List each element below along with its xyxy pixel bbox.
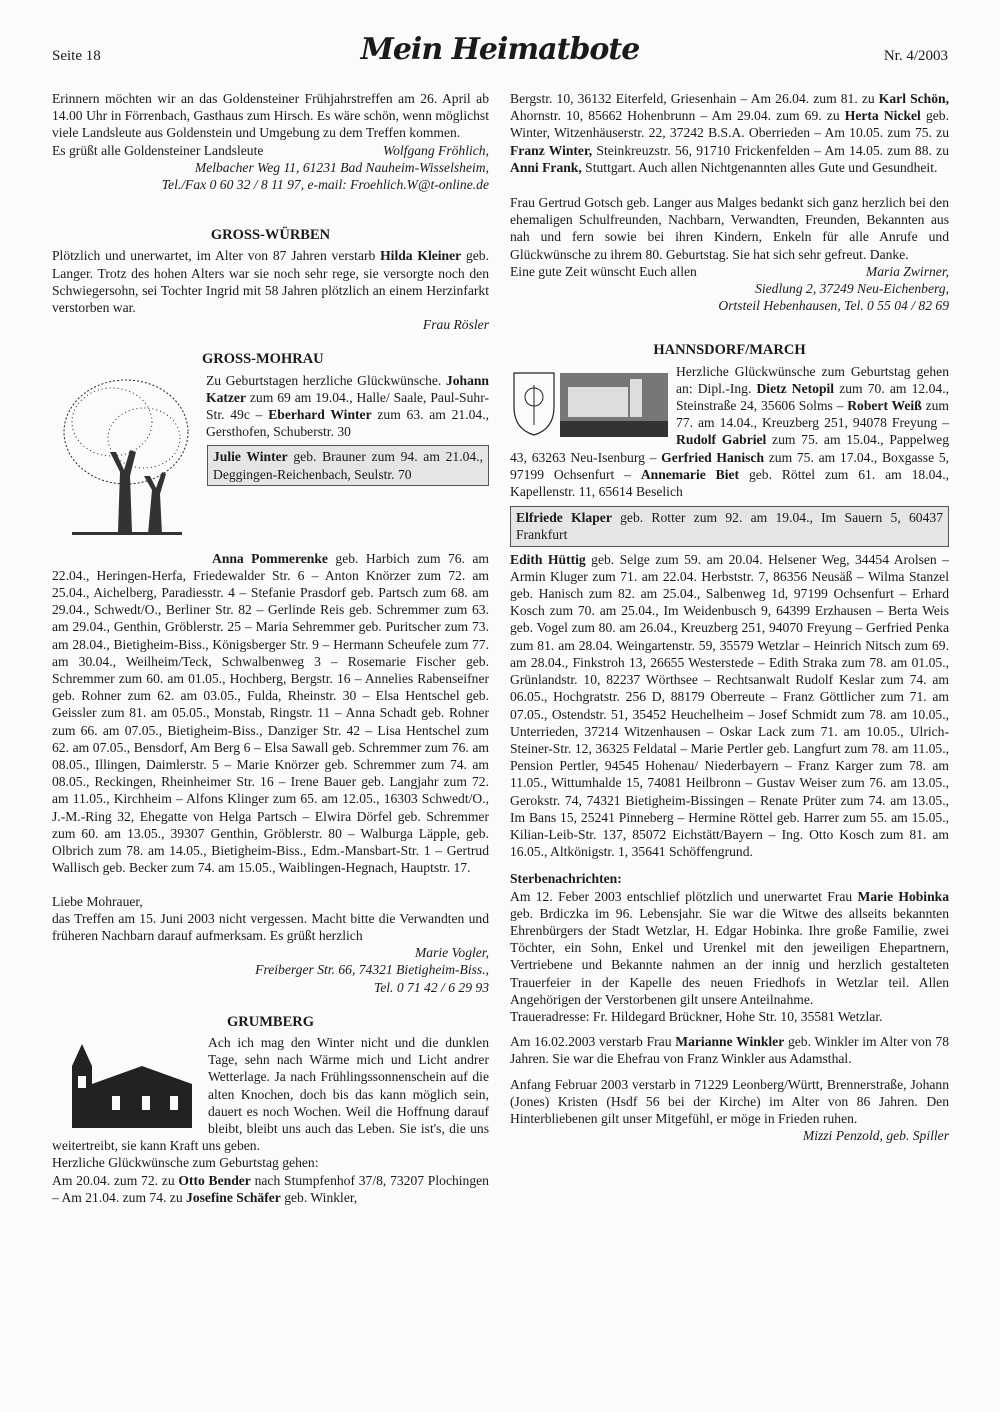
obituary-address: Traueradresse: Fr. Hildegard Brückner, Hohe Str. 10, 35581 Wetzlar. xyxy=(510,1008,883,1024)
mohrau-salutation: Liebe Mohrauer, xyxy=(52,893,143,909)
gross-mohrau-greetings: Zu Geburtstagen herzliche Glückwünsche. Johann Katzer zum 69 am 19.04., Halle/ Saale, Paul-Suhr-Str. 49c – Eberhard Winter zum 63. am 21.04., Gersthofen, Schuberstr. 30 xyxy=(206,372,490,440)
issue-number: Nr. 4/2003 xyxy=(883,48,948,64)
church-illustration xyxy=(52,1036,202,1134)
right-column xyxy=(510,90,949,1144)
grumberg-birthday-list: Am 20.04. zum 72. zu Otto Bender nach Stumpfenhof 37/8, 73207 Plochingen – Am 21.04. zum 74. zu Josefine Schäfer geb. Winkler, xyxy=(52,1172,489,1205)
greeting-address: Melbacher Weg 11, 61231 Bad Nauheim-Wisselsheim, xyxy=(194,159,489,175)
gross-wuerben-text: Plötzlich und unerwartet, im Alter von 87 Jahren verstarb Hilda Kleiner geb. Langer. Trotz des hohen Alters war sie noch sehr rege, sie versorgte noch den Schwiegersohn, sei Tochter Ingrid mit 58 Jahren plötzlich an einem Herzinfarkt verstorben war. xyxy=(52,248,489,316)
greeting-contact: Tel./Fax 0 60 32 / 8 11 97, e-mail: Froehlich.W@t-online.de xyxy=(161,177,489,193)
gross-wuerben-signature: Frau Rösler xyxy=(422,317,489,333)
zwirner-line: Eine gute Zeit wünscht Euch allen Maria Zwirner, xyxy=(510,263,949,279)
obituary-signature: Mizzi Penzold, geb. Spiller xyxy=(802,1128,949,1144)
gross-mohrau-birthday-list: Anna Pommerenke geb. Harbich zum 76. am 22.04., Heringen-Herfa, Friedewalder Str. 6 – Anton Knörzer zum 72. am 25.04., Aichelberg, Paradiesstr. 4 – Stefanie Prasdorf geb. Partsch zum 68. am 29.04., Schwedt/O., Berliner Str. 82 – Gerlinde Reis geb. Schremmer zum 63. am 29.04., Genthin, Gröblerstr. 25 – Maria Sehremmer geb. Puritscher zum 73. am 28.04., Bietigheim-Biss., Königsberger Str. 9 – Hermann Scheufele zum 77. am 30.04., Weilheim/Teck, Schwalbenweg 3 – Rosemarie Fischer geb. Schremmer zum 60. am 01.05., Hochberg, Bergstr. 16 – Annelies Rabenseifner geb. Rohner zum 62. am 03.05., Fulda, Rheinstr. 30 – Elsa Hentschel geb. Geissler zum 81. am 05.05., Monstab, Ringstr. 11 – Anna Schadt geb. Rohner zum 66. am 07.05., Bietigheim-Biss., Danziger Str. 42 – Lisa Hentschel zum 62. am 07.05., Bensdorf, Am Berg 6 – Elsa Sawall geb. Schremmer zum 76. am 08.05., Illingen, Daimlerstr. 5 – Marie Knörzer geb. Schremmer zum 74. am 08.05., Reckingen, Rheinheimer Str. 16 – Irene Bauer geb. Langjahr zum 72. am 11.05., Kirchheim – Alfons Klinger zum 65. am 12.05., 16303 Schwedt/O., J.-M.-Ring 32, Ehegatte von Helga Partsch – Elwira Dörfel geb. Schremmer zum 60. am 13.05., 39307 Genthin, Gröblerstr. 80 – Walburga Läpple, geb. Olbrich zum 78. am 14.05., Bietigheim-Biss., Edm.-Mansbart-Str. 1 – Gertrud Wallisch geb. Becker zum 74. am 15.05., Waiblingen-Hegnach, Hauptstr. 17. xyxy=(52,550,490,876)
section-title-hannsdorf: HANNSDORF/MARCH xyxy=(653,342,806,359)
mohrau-signature-address: Freiberger Str. 66, 74321 Bietigheim-Biss., xyxy=(255,962,489,978)
highlight-box-elfriede-klaper: Elfriede Klaper geb. Rotter zum 92. am 19.04., Im Sauern 5, 60437 Frankfurt xyxy=(510,506,949,546)
mohrau-signature-name: Marie Vogler, xyxy=(414,945,489,961)
hannsdorf-illustration xyxy=(510,367,670,439)
mohrau-meeting-text: das Treffen am 15. Juni 2003 nicht vergessen. Macht bitte die Verwandten und früheren Nachbarn darauf aufmerksam. Es grüßt herzlich xyxy=(52,910,489,943)
obituary-winkler: Am 16.02.2003 verstarb Frau Marianne Winkler geb. Winkler im Alter von 78 Jahren. Sie war die Ehefrau von Franz Winkler aus Adamsthal. xyxy=(510,1034,949,1067)
tree-illustration xyxy=(52,372,200,542)
page-header xyxy=(52,32,948,74)
zwirner-address: Siedlung 2, 37249 Neu-Eichenberg, xyxy=(755,281,949,297)
obituary-kristen: Anfang Februar 2003 verstarb in 71229 Leonberg/Württ, Brennerstraße, Johann (Jones) Kristen (Hsdf 56 bei der Kirche) im Alter von 86 Jahren. Den Hinterbliebenen gilt unser Mitgefühl, er möge in Frieden ruhen. xyxy=(510,1076,949,1126)
greeting-line: Es grüßt alle Goldensteiner Landsleute Wolfgang Fröhlich, xyxy=(52,142,489,158)
left-column xyxy=(52,90,489,1206)
hannsdorf-greetings: Herzliche Glückwünsche zum Geburtstag gehen an: Dipl.-Ing. Dietz Netopil zum 70. am 12.04., Steinstraße 24, 35606 Solms – Robert Weiß zum 77. am 14.04., Kreuzberg 251, 94078 Freyung – Rudolf Gabriel zum 75. am 15.04., Pappelweg 43, 63263 Neu-Isenburg – Gerfried Hanisch zum 75. am 17.04., Boxgasse 5, 97199 Ochsenfurt – Annemarie Biet geb. Röttel zum 61. am 18.04., Kapellenstr. 11, 65614 Beselich xyxy=(510,363,950,500)
masthead: Mein Heimatbote xyxy=(360,32,640,67)
gotsch-thanks: Frau Gertrud Gotsch geb. Langer aus Malges bedankt sich ganz herzlich bei den ehemaligen Schulfreunden, Nachbarn, Verwandten, Freunden, Bekannten aus nah und fern sowie bei ihren Kindern, Enkeln für alle Anrufe und Glückwünsche zu ihrem 80. Geburtstag. Sie hat sich sehr gefreut. Danke. xyxy=(510,195,949,262)
obituary-hobinka: Am 12. Feber 2003 entschlief plötzlich und unerwartet Frau Marie Hobinka geb. Brdiczka im 96. Lebensjahr. Sie war die Witwe des allseits bekannten Ehrenbürgers der Stadt Wetzlar, H. Edgar Hobinka. Ihre große Familie, zwei Töchter, ein Sohn, Enkel und Urenkel mit den jeweiligen Ehepartnern, Vertriebene und Bekannte nahmen an der innig und herzlich gestalteten Trauerfeier in der Kapelle des neuen Friedhofs in Wetzlar teil. Allen Angehörigen der Verstorbenen gilt unsere Anteilnahme. xyxy=(510,888,949,1007)
obituaries-title: Sterbenachrichten: xyxy=(510,871,622,887)
grumberg-continued: Bergstr. 10, 36132 Eiterfeld, Griesenhain – Am 26.04. zum 81. zu Karl Schön, Ahornstr. 10, 85662 Hohenbrunn – Am 29.04. zum 69. zu Herta Nickel geb. Winter, Witzenhäuserstr. 22, 37242 B.S.A. Oberrieden – Am 10.05. zum 75. zu Franz Winter, Steinkreuzstr. 56, 91710 Frickenfelden – Am 14.05. zum 88. zu Anni Frank, Stuttgart. Auch allen Nichtgenannten alles Gute und Gesundheit. xyxy=(510,91,949,175)
highlight-box-julie-winter: Julie Winter geb. Brauner zum 94. am 21.04., Deggingen-Reichenbach, Seulstr. 70 xyxy=(207,445,489,485)
grumberg-birthday-intro: Herzliche Glückwünsche zum Geburtstag gehen: xyxy=(52,1155,319,1171)
section-title-gross-wuerben: GROSS-WÜRBEN xyxy=(210,227,331,244)
page-number: Seite 18 xyxy=(52,48,101,64)
grumberg-poem: Ach ich mag den Winter nicht und die dunklen Tage, sehn nach Wärme mich und Licht andrer Wetterlage. Ja nach Frühlingssonnenschein auf die alten Knochen, doch bis das kann möglich sein, dauert es noch Wochen. Weil die Hoffnung darauf bleibt, bleibt uns auch das Leben. Sie ist's, die uns weitertreibt, sie kann Kraft uns geben. xyxy=(52,1034,489,1154)
zwirner-address-2: Ortsteil Hebenhausen, Tel. 0 55 04 / 82 69 xyxy=(718,298,949,314)
hannsdorf-birthday-list: Edith Hüttig geb. Selge zum 59. am 20.04. Helsener Weg, 34454 Arolsen – Armin Kluger zum 71. am 22.04. Herbststr. 7, 86356 Neusäß – Wilma Stanzel geb. Hanisch zum 82. am 25.04., Salbenweg 1d, 97199 Ochsenfurt – Erhard Kosch zum 70. am 25.04., Im Weidenbusch 9, 64399 Erzhausen – Berta Weis geb. Vogel zum 80. am 26.04., Kreuzberg 251, 94070 Freyung – Gerfried Penka zum 81. am 28.04. Weingartenstr. 59, 35579 Wetzlar – Heinrich Nitsch zum 69. am 28.04., Finkstroh 13, 26655 Westerstede – Edith Straka zum 78. am 01.05., Grünlandstr. 10, 82237 Wörthsee – Rechtsanwalt Rudolf Keslar zum 74. am 06.05., Hochgratstr. 256 D, 88179 Oberreute – Franz Göttlicher zum 71. am 07.05., Ostendstr. 51, 35452 Heuchelheim – Josef Schmidt zum 78. am 10.05., Unterrieden, 37214 Witzenhausen – Oskar Lack zum 71. am 10.05., Ulrich-Steiner-Str. 12, 36325 Feldatal – Marie Pertler geb. Langfurt zum 78. am 11.05., Pension Pertler, 94545 Hohenau/ Niederbayern – Franz Karger zum 78. am 11.05., Wittumhalde 15, 74081 Heilbronn – Gustav Weiser zum 76. am 13.05., Gerokstr. 74, 74321 Bietigheim-Bissingen – Renate Prüter zum 74. am 13.05., Im Bans 15, 25241 Pinneberg – Hermine Röttel geb. Harrer zum 55. am 15.05., Kilian-Leib-Str. 137, 85072 Eichstätt/Bayern – Ing. Otto Kosch zum 81. am 16.05., Altkönigstr. 1, 35641 Schöffengrund. xyxy=(510,551,949,860)
section-title-gross-mohrau: GROSS-MOHRAU xyxy=(202,351,324,368)
goldenstein-intro: Erinnern möchten wir an das Goldensteiner Frühjahrstreffen am 26. April ab 14.00 Uhr in Förrenbach, Gasthaus zum Hirsch. Es wäre schön, wenn möglichst viele Landsleute aus Goldenstein und Umgebung zu dem Treffen kommen. xyxy=(52,91,489,141)
mohrau-signature-tel: Tel. 0 71 42 / 6 29 93 xyxy=(373,979,489,995)
section-title-grumberg: GRUMBERG xyxy=(227,1013,314,1030)
